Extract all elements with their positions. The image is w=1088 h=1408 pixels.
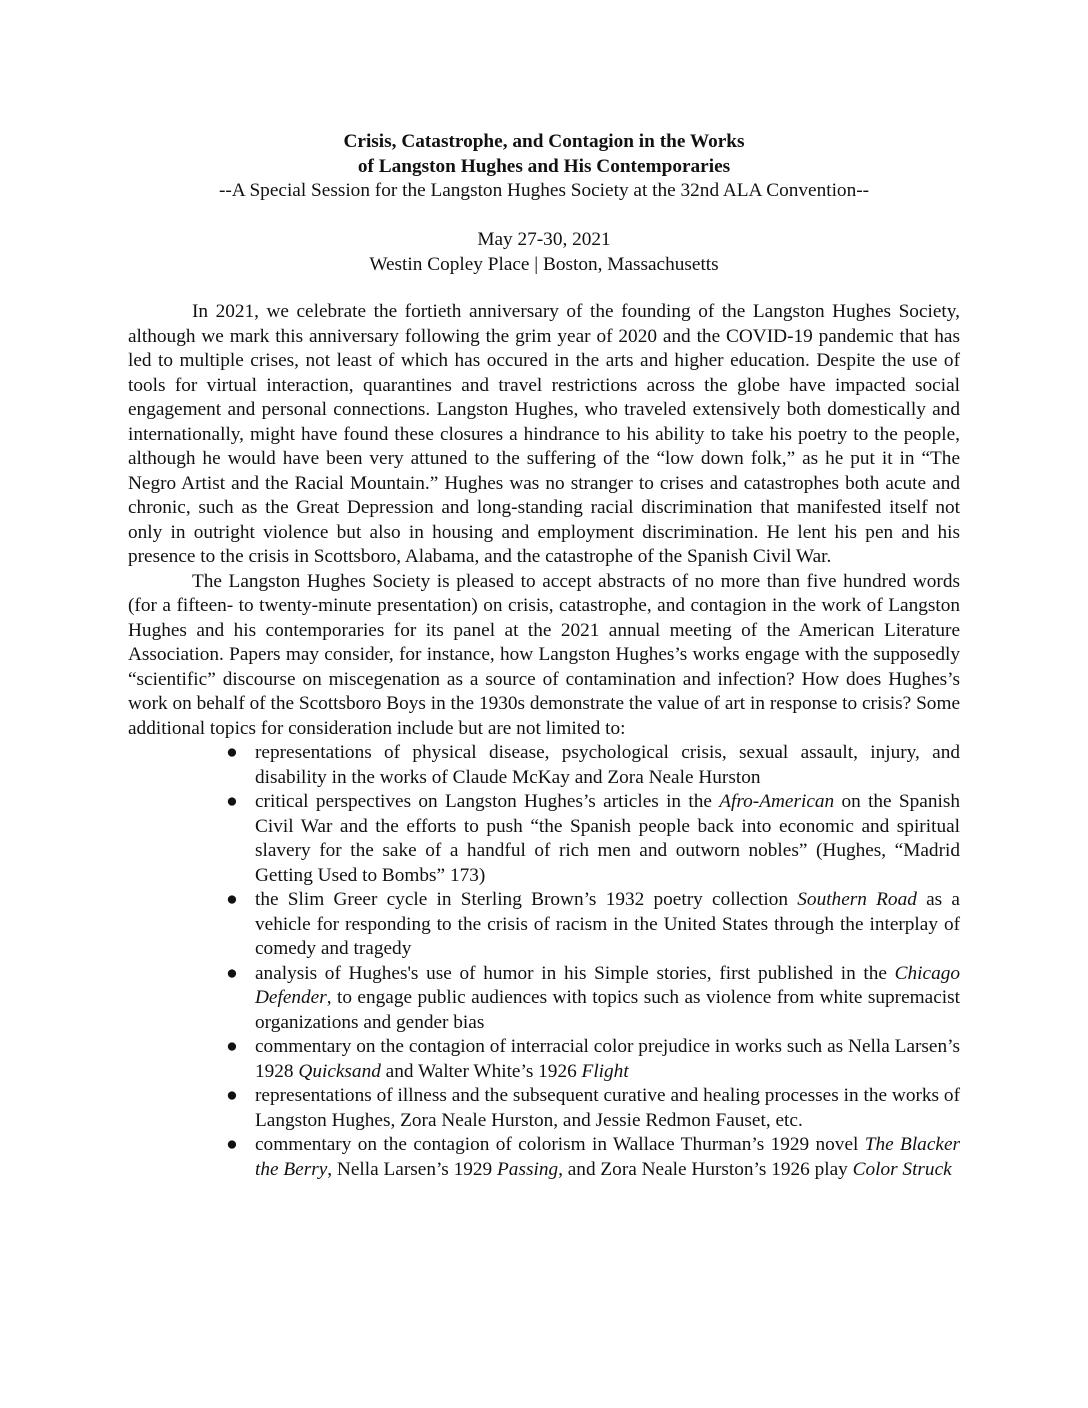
topic-item: ● commentary on the contagion of interracial color prejudice in works such as Nella Larsen’s 1928 Quicksand and Walter White’s 1926 Flight (226, 1036, 960, 1082)
title-line-2: of Langston Hughes and His Contemporaries (357, 155, 731, 177)
topic-item: ● analysis of Hughes's use of humor in his Simple stories, first published in the Chicago Defender, to engage public audiences with topics such as violence from white supremacist organizations and gender bias (226, 962, 960, 1033)
work-title: Flight (581, 1060, 629, 1082)
bullet-icon: ● (226, 742, 238, 763)
document-header (0, 130, 1088, 204)
topic-item: ● representations of physical disease, psychological crisis, sexual assault, injury, and disability in the works of Claude McKay and Zora Neale Hurston (226, 742, 960, 788)
topic-item: ● critical perspectives on Langston Hughes’s articles in the Afro-American on the Spanish Civil War and the efforts to push “the Spanish people back into economic and spiritual slavery for the sake of a handful of rich men and outworn nobles” (Hughes, “Madrid Getting Used to Bombs” 173) (226, 791, 960, 886)
work-title: Quicksand (298, 1060, 381, 1082)
bullet-icon: ● (226, 1134, 238, 1155)
bullet-icon: ● (226, 1085, 238, 1106)
work-title: The Blacker the Berry (255, 1134, 960, 1180)
event-date: May 27-30, 2021 (477, 229, 611, 250)
title-line-1: Crisis, Catastrophe, and Contagion in the Works (343, 131, 745, 152)
event-info (0, 228, 1088, 277)
bullet-icon: ● (226, 889, 238, 910)
bullet-icon: ● (226, 791, 238, 812)
event-location: Westin Copley Place | Boston, Massachusetts (369, 253, 719, 275)
paragraph-intro: In 2021, we celebrate the fortieth anniversary of the founding of the Langston Hughes Society, although we mark this anniversary following the grim year of 2020 and the COVID-19 pandemic that has led to multiple crises, not least of which has occured in the arts and higher education. Despite the use of tools for virtual interaction, quarantines and travel restrictions across the globe have impacted social engagement and personal connections. Langston Hughes, who traveled extensively both domestically and internationally, might have found these closures a hindrance to his ability to take his poetry to the people, although he would have been very attuned to the suffering of the “low down folk,” as he put it in “The Negro Artist and the Racial Mountain.” Hughes was no stranger to crises and catastrophes both acute and chronic, such as the Great Depression and long-standing racial discrimination that manifested itself not only in outright violence but also in housing and employment discrimination. He lent his pen and his presence to the crisis in Scottsboro, Alabama, and the catastrophe of the Spanish Civil War. (128, 301, 960, 567)
work-title: Color Struck (852, 1158, 952, 1180)
topic-item: ● representations of illness and the subsequent curative and healing processes in the works of Langston Hughes, Zora Neale Hurston, and Jessie Redmon Fauset, etc. (226, 1085, 960, 1131)
topics-list (128, 741, 960, 1182)
paragraph-call-for-papers: The Langston Hughes Society is pleased to accept abstracts of no more than five hundred words (for a fifteen- to twenty-minute presentation) on crisis, catastrophe, and contagion in the work of Langston Hughes and his contemporaries for its panel at the 2021 annual meeting of the American Literature Association. Papers may consider, for instance, how Langston Hughes’s works engage with the supposedly “scientific” discourse on miscegenation as a source of contamination and infection? How does Hughes’s work on behalf of the Scottsboro Boys in the 1930s demonstrate the value of art in response to crisis? Some additional topics for consideration include but are not limited to: (128, 570, 960, 739)
work-title: Southern Road (797, 889, 917, 910)
publication-title: Chicago Defender (255, 962, 960, 1008)
subtitle: --A Special Session for the Langston Hughes Society at the 32nd ALA Convention-- (218, 180, 870, 201)
bullet-icon: ● (226, 962, 238, 984)
topic-item: ● the Slim Greer cycle in Sterling Brown’s 1932 poetry collection Southern Road as a vehicle for responding to the crisis of racism in the United States through the interplay of comedy and tragedy (226, 889, 960, 959)
work-title: Passing, (497, 1158, 563, 1180)
document-body (128, 300, 960, 1182)
publication-title: Afro-American (719, 791, 835, 812)
topic-item: ● commentary on the contagion of colorism in Wallace Thurman’s 1929 novel The Blacker the Berry, Nella Larsen’s 1929 Passing, and Zora Neale Hurston’s 1926 play Color Struck (226, 1134, 960, 1180)
bullet-icon: ● (226, 1036, 238, 1057)
